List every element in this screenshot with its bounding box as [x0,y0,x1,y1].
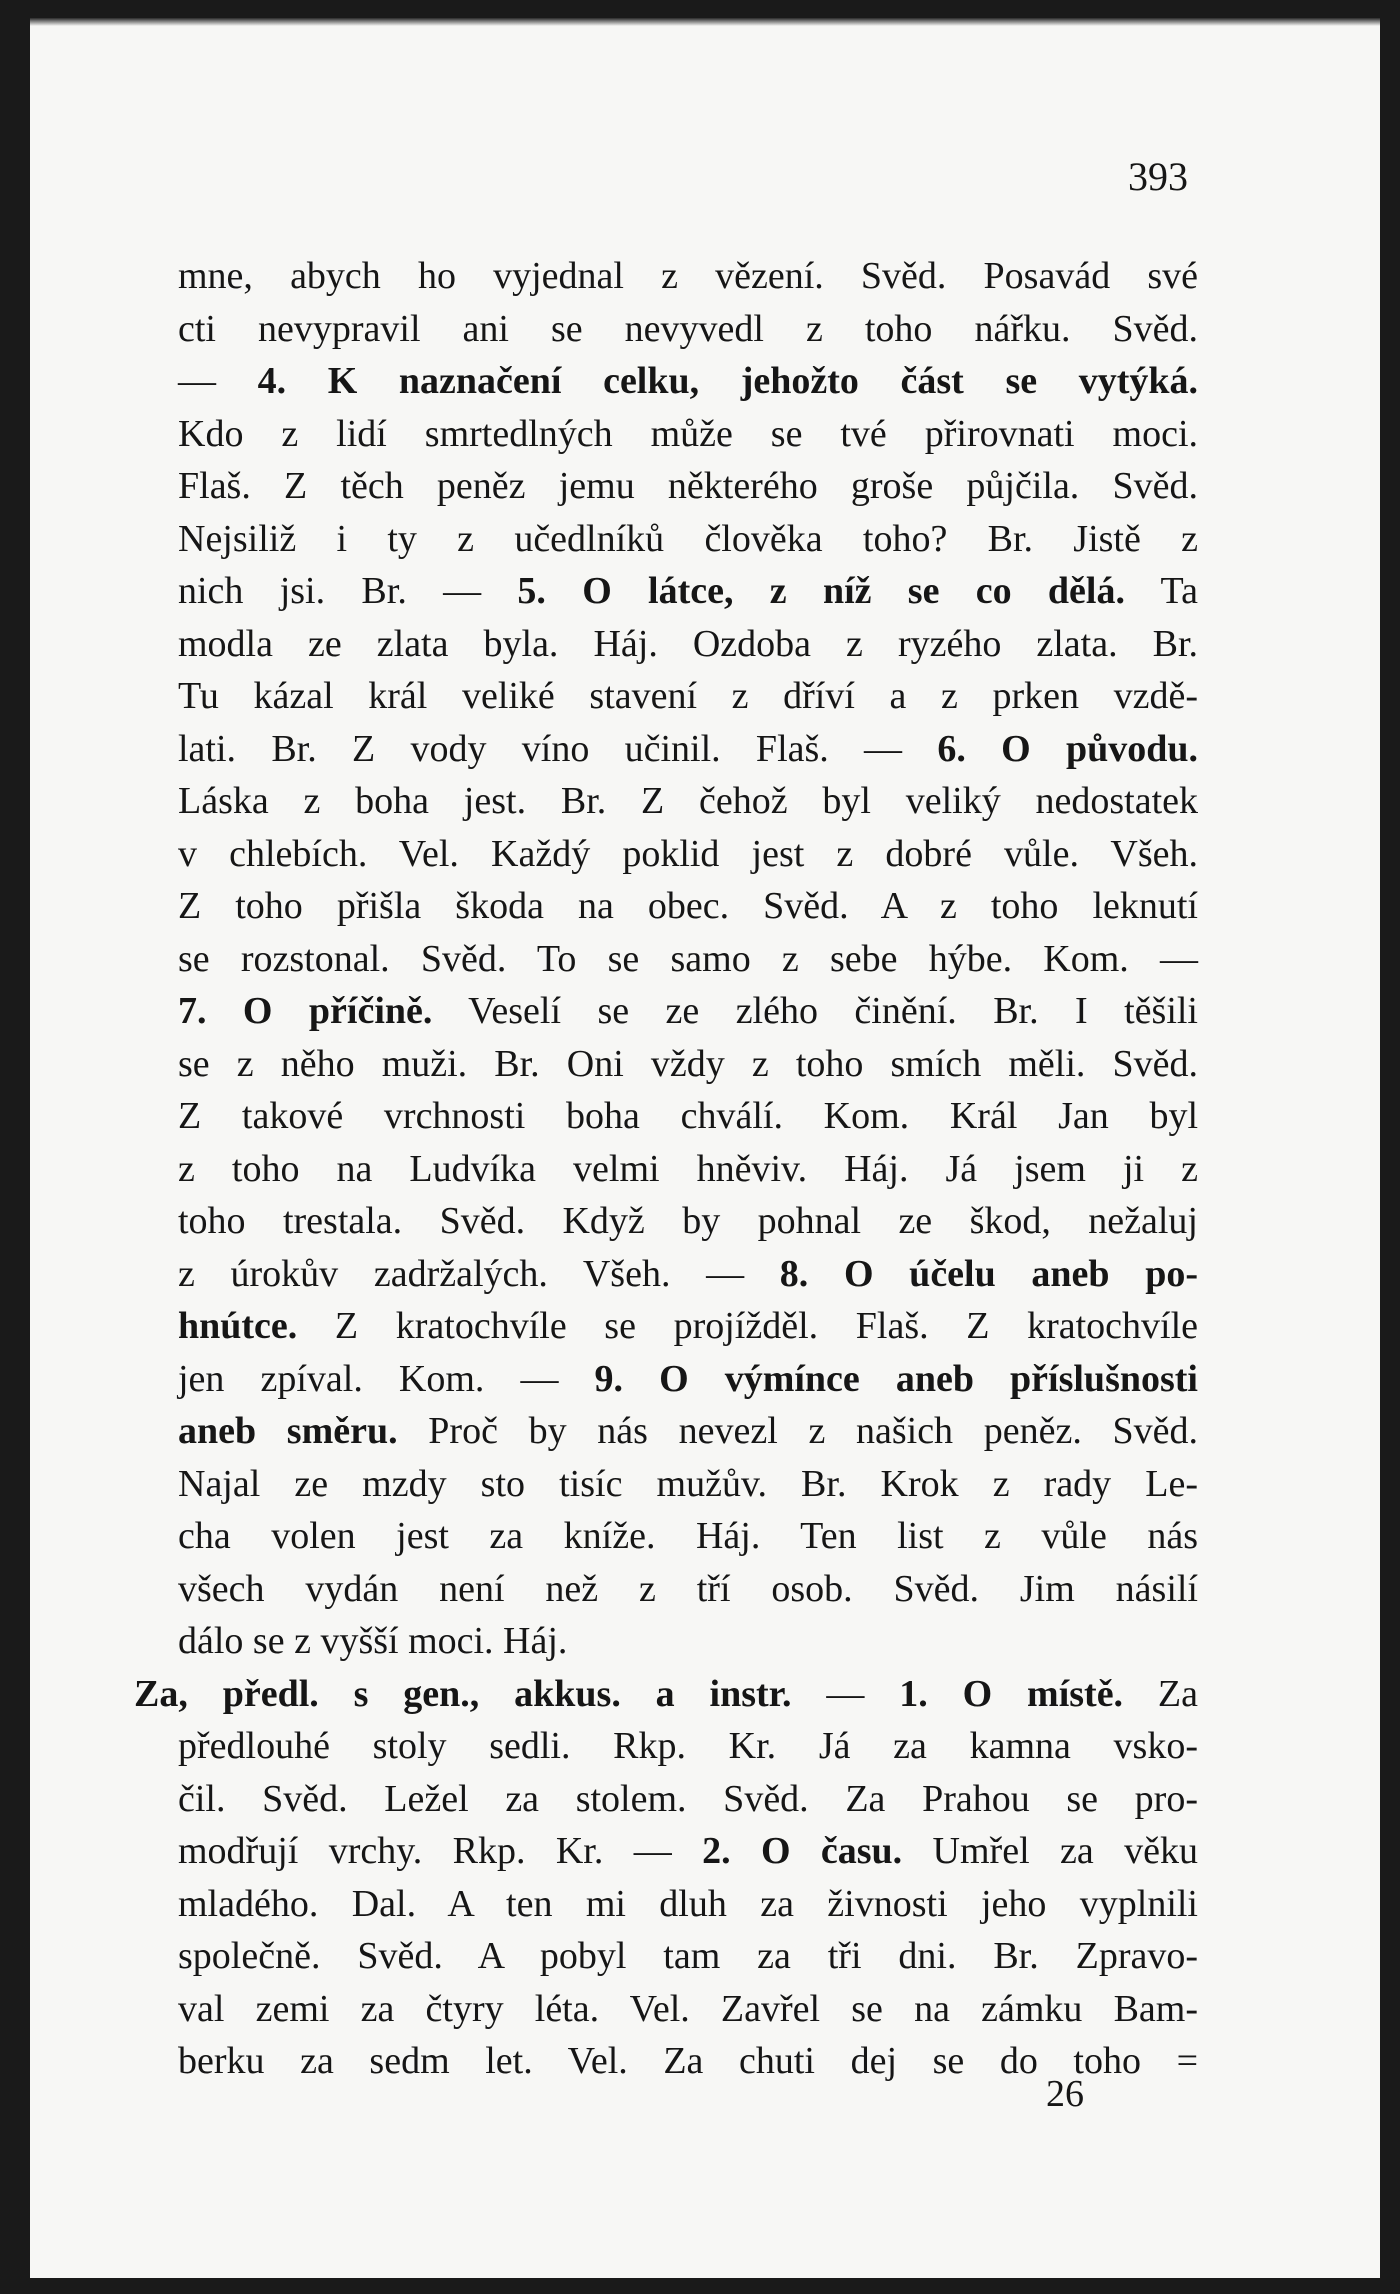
text-line [178,1930,1198,1983]
text-line [178,1090,1198,1143]
bold-heading-run: 5. O látce, z níž se co dělá. [517,570,1125,612]
text-line [178,1510,1198,1563]
text-line [178,1038,1198,1091]
text-run: Nejsiliž i ty z učedlníků člověka toho? Br. Jistě z [178,517,1198,560]
text-line [178,985,1198,1038]
text-run: Flaš. Z těch peněz jemu některého groše půjčila. Svěd. [178,465,1198,507]
text-run: Ta [1124,570,1198,612]
text-line [178,565,1198,618]
text-line [178,1248,1198,1301]
text-line [178,355,1198,408]
text-run: cha volen jest za kníže. Háj. Ten list z vůle nás [178,1515,1198,1557]
text-run: Umřel za věku [902,1830,1198,1872]
bold-heading-run: aneb směru. [178,1410,398,1452]
text-run: modřují vrchy. Rkp. Kr. — [178,1830,703,1872]
text-line [178,1615,1198,1668]
text-line [178,1720,1198,1773]
text-run: Za [1123,1672,1198,1715]
text-line [178,1983,1198,2036]
text-line [178,513,1198,566]
text-run: Tu kázal král veliké stavení z dříví a z prken vzdě- [178,675,1198,717]
text-run: berku za sedm let. Vel. Za chuti dej se do toho = [178,2040,1198,2082]
text-run: se rozstonal. Svěd. To se samo z sebe hýbe. Kom. — [178,937,1198,980]
text-run: všech vydán není než z tří osob. Svěd. Jim násilí [178,1567,1198,1610]
text-line [178,618,1198,671]
text-line [178,1195,1198,1248]
text-run: Veselí se ze zlého činění. Br. I těšili [432,990,1198,1032]
text-line [178,723,1198,776]
text-line [178,1300,1198,1353]
text-run: předlouhé stoly sedli. Rkp. Kr. Já za kamna vsko- [178,1725,1198,1767]
bold-heading-run: hnútce. [178,1305,298,1347]
text-line [178,1773,1198,1826]
text-run: čil. Svěd. Ležel za stolem. Svěd. Za Prahou se pro- [178,1777,1198,1820]
text-run: Najal ze mzdy sto tisíc mužův. Br. Krok z rady Le- [178,1462,1198,1505]
text-run: lati. Br. Z vody víno učinil. Flaš. — [178,727,938,770]
text-line [178,303,1198,356]
bold-heading-run: 4. K naznačení celku, jehožto část se vytýká. [257,360,1199,402]
text-line [178,460,1198,513]
bold-heading-run: 2. O času. [702,1830,903,1872]
page-body-text [134,250,1199,2088]
text-run: cti nevypravil ani se nevyvedl z toho nářku. Svěd. [178,307,1198,350]
text-run: Z toho přišla škoda na obec. Svěd. A z toho leknutí [178,885,1198,927]
bold-heading-run: Za, předl. s gen., akkus. a instr. [134,1672,792,1715]
text-line [134,1668,1198,1721]
bold-heading-run: 8. O účelu aneb po- [779,1252,1198,1295]
text-line [178,1143,1198,1196]
text-run: z úrokův zadržalých. Všeh. — [178,1252,780,1295]
printer-signature-mark: 26 [1046,2073,1084,2115]
text-line [178,250,1198,303]
bold-heading-run: 6. O původu. [937,727,1198,770]
text-line [178,1458,1198,1511]
bold-heading-run: 1. O místě. [899,1672,1124,1715]
text-run: — [178,360,258,402]
text-line [178,775,1198,828]
text-run: Proč by nás nevezl z našich peněz. Svěd. [397,1410,1198,1452]
text-run: val zemi za čtyry léta. Vel. Zavřel se na zámku Bam- [178,1987,1198,2030]
text-run: jen zpíval. Kom. — [178,1357,595,1400]
text-run: Z kratochvíle se projížděl. Flaš. Z kratochvíle [297,1305,1198,1347]
text-line [178,670,1198,723]
book-page [30,18,1380,2278]
text-line [178,408,1198,461]
text-line [178,1825,1198,1878]
page-number: 393 [1128,154,1188,199]
text-line [178,933,1198,986]
text-run: nich jsi. Br. — [178,570,518,612]
text-line [178,1878,1198,1931]
bold-heading-run: 7. O příčině. [178,990,433,1032]
text-run: mne, abych ho vyjednal z vězení. Svěd. Posavád své [178,255,1198,297]
text-run: Kdo z lidí smrtedlných může se tvé přirovnati moci. [178,412,1198,455]
text-line [178,880,1198,933]
text-run: mladého. Dal. A ten mi dluh za živnosti jeho vyplnili [178,1882,1198,1925]
text-run: dálo se z vyšší moci. Háj. [178,1620,568,1662]
text-run: společně. Svěd. A pobyl tam za tři dni. Br. Zpravo- [178,1935,1198,1977]
text-line [178,1353,1198,1406]
text-run: modla ze zlata byla. Háj. Ozdoba z ryzého zlata. Br. [178,622,1198,665]
text-line [178,1405,1198,1458]
text-line [178,2035,1198,2088]
text-line [178,1563,1198,1616]
text-run: toho trestala. Svěd. Když by pohnal ze škod, nežaluj [178,1200,1198,1242]
text-run: v chlebích. Vel. Každý poklid jest z dobré vůle. Všeh. [178,832,1198,875]
text-line [178,828,1198,881]
text-run: Z takové vrchnosti boha chválí. Kom. Král Jan byl [178,1095,1198,1137]
text-run: Láska z boha jest. Br. Z čehož byl veliký nedostatek [178,780,1198,822]
text-run: — [791,1672,900,1715]
text-run: z toho na Ludvíka velmi hněviv. Háj. Já jsem ji z [178,1147,1198,1190]
text-run: se z něho muži. Br. Oni vždy z toho smích měli. Svěd. [178,1042,1198,1085]
bold-heading-run: 9. O výmínce aneb příslušnosti [594,1357,1198,1400]
